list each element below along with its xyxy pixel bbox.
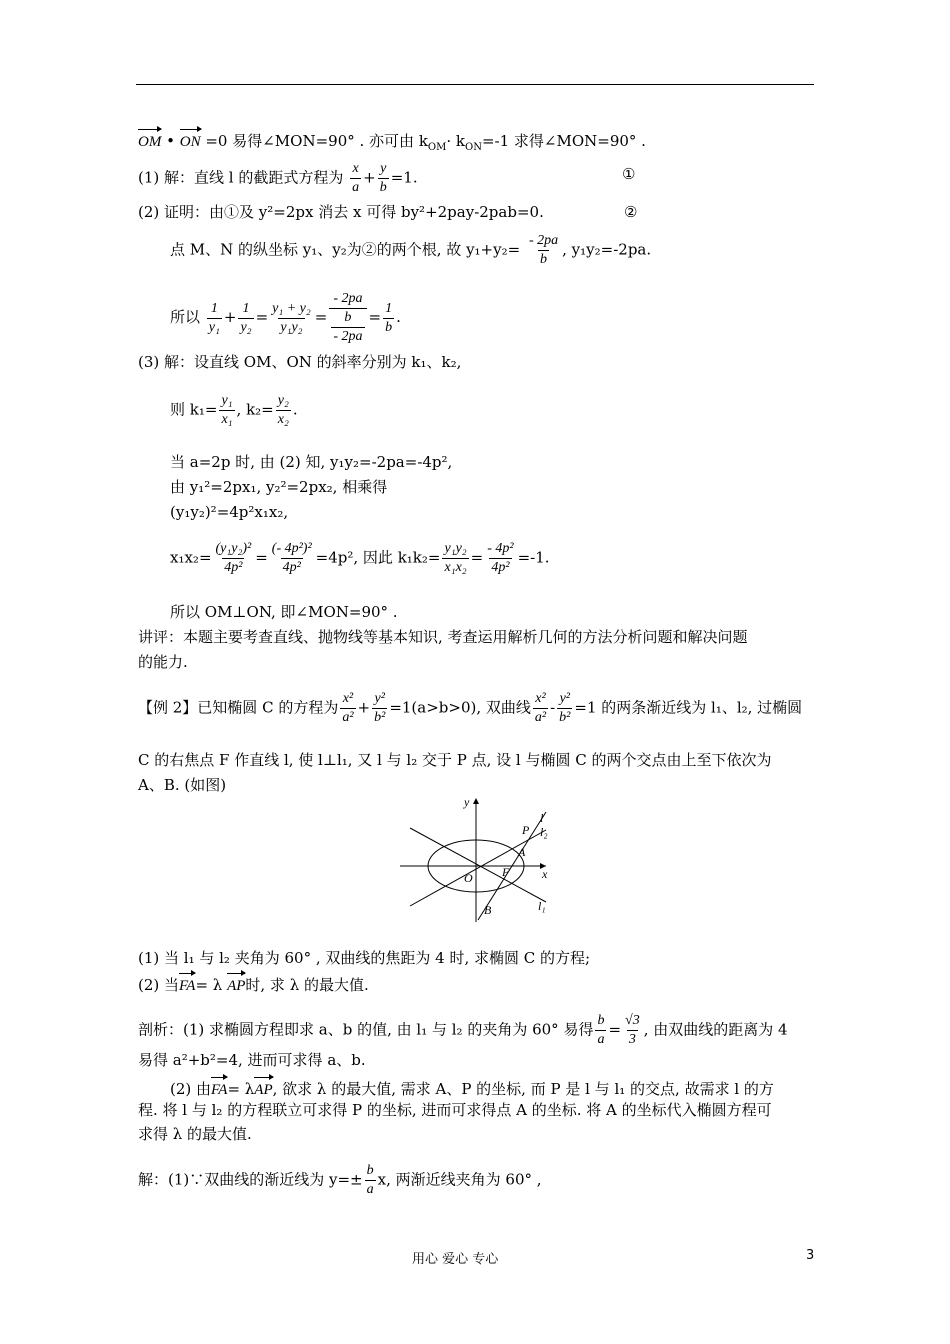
label-p: P <box>522 823 530 837</box>
text-line: 所以 OM⊥ON, 即∠MON=90° . <box>170 603 398 621</box>
text-line: 讲评：本题主要考查直线、抛物线等基本知识, 考查运用解析几何的方法分析问题和解决问题 <box>138 628 748 646</box>
text-line: (2) 证明：由①及 y²=2px 消去 x 可得 by²+2pay-2pab=0. <box>138 203 544 221</box>
text-line: 点 M、N 的纵坐标 y₁、y₂为②的两个根, 故 y₁+y₂= $\frac{- 2pa}{b}$ , y₁y₂=-2pa. <box>170 233 652 267</box>
equation-mark: ② <box>624 203 638 221</box>
label-b: B <box>484 903 492 917</box>
label-l1: l₁ <box>538 899 546 913</box>
footer-text: 用心 爱心 专心 <box>412 1252 499 1267</box>
text-line: 易得 a²+b²=4, 进而可求得 a、b. <box>138 1051 366 1069</box>
text-line: (3) 解：设直线 OM、ON 的斜率分别为 k₁、k₂, <box>138 353 462 371</box>
text-line: 程. 将 l 与 l₂ 的方程联立可求得 P 的坐标, 进而可求得点 A 的坐标. 将 A 的坐标代入椭圆方程可 <box>138 1101 772 1119</box>
line-l1 <box>410 828 546 902</box>
line-l2 <box>410 830 546 906</box>
text-line: 由 y₁²=2px₁, y₂²=2px₂, 相乘得 <box>170 478 388 496</box>
label-f: F <box>502 865 510 879</box>
text-line: OM • ON =0 易得∠MON=90° . 亦可由 $k_{OM}\cdot k_{ON}=-1$ 求得∠MON=90° . <box>138 126 646 158</box>
text-line: 解：(1)∵双曲线的渐近线为 y=± $\frac{b}{a}$ x, 两渐近线夹角为 60° , <box>138 1163 542 1197</box>
text-line: (1) 解：直线 l 的截距式方程为 $\frac{x}{a}$ + $\frac{y}{b}$ =1. <box>138 161 418 195</box>
fraction: $\frac{y}{b}$ <box>379 161 387 195</box>
ellipse-figure <box>398 794 558 926</box>
label-y: y <box>464 795 470 809</box>
text-line: 当 a=2p 时, 由 (2) 知, y₁y₂=-2pa=-4p², <box>170 453 453 471</box>
label-a: A <box>518 845 526 859</box>
text-line: 剖析：(1) 求椭圆方程即求 a、b 的值, 由 l₁ 与 l₂ 的夹角为 60° 易得 $\frac{b}{a}$ = $\frac{√3}{3}$ , 由双曲线的距离为 4 <box>138 1013 788 1047</box>
text-line: (1) 当 l₁ 与 l₂ 夹角为 60° , 双曲线的焦距为 4 时, 求椭圆 C 的方程; <box>138 949 591 967</box>
text-line: (y₁y₂)²=4p²x₁x₂, <box>170 503 289 521</box>
text-line: 的能力. <box>138 653 188 671</box>
label-o: O <box>464 871 473 885</box>
y-arrow <box>473 798 479 804</box>
label-l: l <box>540 811 544 825</box>
label-l2: l₂ <box>540 825 548 839</box>
label-x: x <box>542 867 548 881</box>
header-rule <box>136 84 814 85</box>
text-line: C 的右焦点 F 作直线 l, 使 l⊥l₁, 又 l 与 l₂ 交于 P 点, 设 l 与椭圆 C 的两个交点由上至下依次为 <box>138 751 772 769</box>
vector-om: OM <box>138 126 161 152</box>
fraction: $\frac{- 2pa}{b}$ <box>528 233 559 267</box>
text-line: A、B. (如图) <box>138 776 227 794</box>
equation-mark: ① <box>622 165 636 183</box>
fraction: $\frac{x}{a}$ <box>352 161 360 195</box>
text-line: (2) 当FA= λ AP时, 求 λ 的最大值. <box>138 970 369 996</box>
vector-on: ON <box>180 126 201 152</box>
text-line: 求得 λ 的最大值. <box>138 1125 252 1143</box>
text-line: 所以 $\frac{1}{\text{y₁}}$ + $\frac{1}{\text{y₂}}$ = $\frac{\text{y₁ + y₂}}{\text{y₁y₂}}$ = $\frac{- 2pa}{\frac{b}{- 2pa}}$ = $\frac{1}{b}$ . <box>170 291 401 344</box>
text-line: x₁x₂= $\frac{\text{(y₁y₂)²}}{\text{4p²}}$ = $\frac{\text{(- 4p²)²}}{\text{4p²}}$ =4p², 因此 k₁k₂= $\frac{\text{y₁y₂}}{\text{x₁x₂}}$ = $\frac{\text{- 4p²}}{\text{4p²}}$ =-1. <box>170 541 550 575</box>
text-line: (2) 由FA= λAP, 欲求 λ 的最大值, 需求 A、P 的坐标, 而 P 是 l 与 l₁ 的交点, 故需求 l 的方 <box>170 1074 774 1100</box>
text-line: 则 k₁= $\frac{\text{y₁}}{\text{x₁}}$ , k₂= $\frac{\text{y₂}}{\text{x₂}}$ . <box>170 393 298 427</box>
text-line: 【例 2】已知椭圆 C 的方程为 $\frac{\text{x²}}{\text{a²}}$ + $\frac{\text{y²}}{\text{b²}}$ =1(a>b>0), 双曲线 $\frac{\text{x²}}{\text{a²}}$ - $\frac{\text{y²}}{\text{b²}}$ =1 的两条渐近线为 l₁、l₂, 过椭圆 <box>138 691 803 725</box>
page-number: 3 <box>806 1248 815 1263</box>
